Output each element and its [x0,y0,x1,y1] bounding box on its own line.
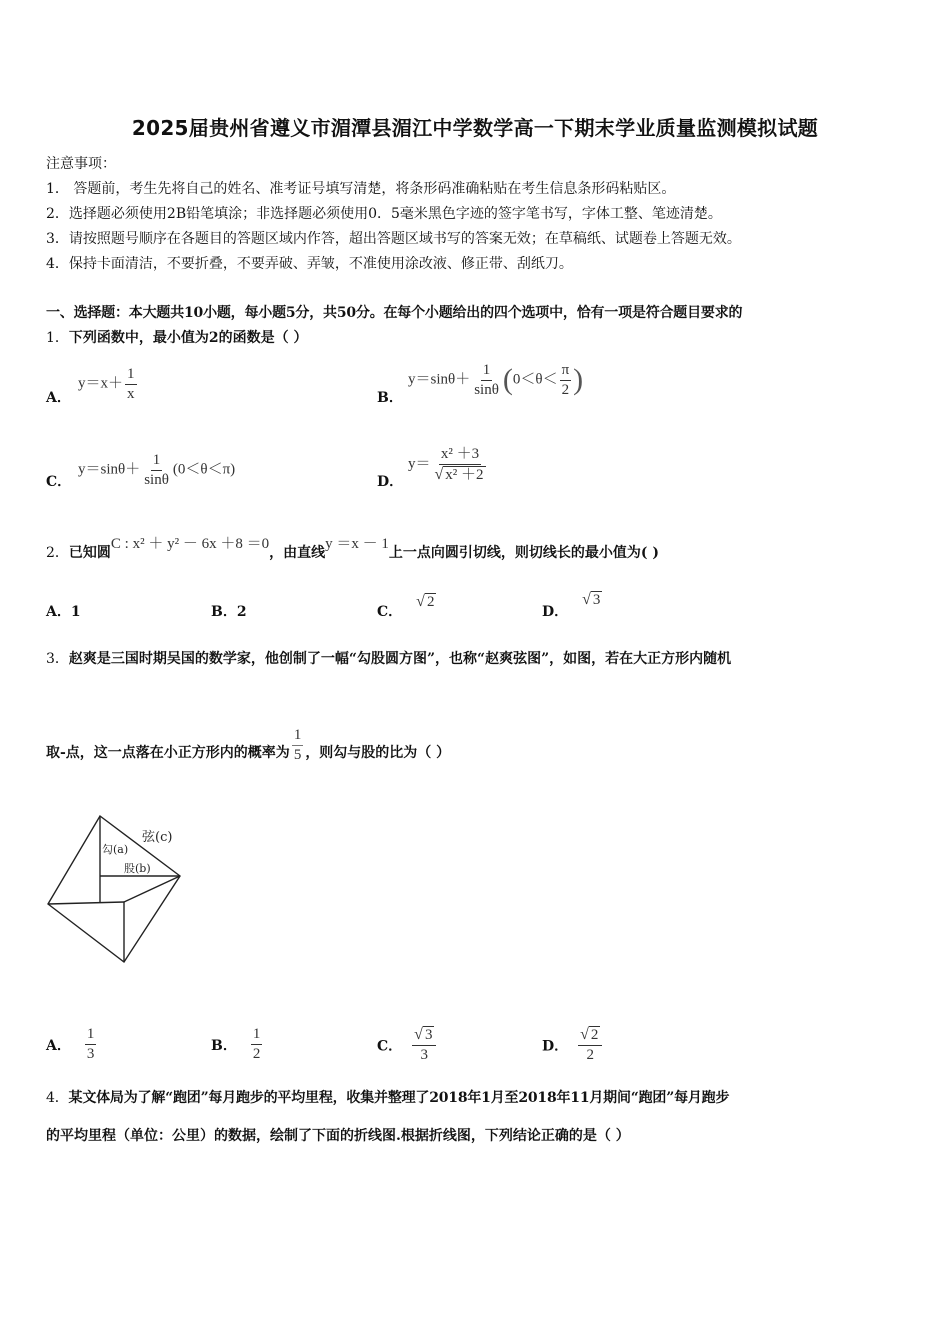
notice-item: 2．选择题必须使用2B铅笔填涂；非选择题必须使用0．5毫米黑色字迹的签字笔书写，字体工整、笔迹清楚。 [46,206,722,222]
radicand: 3 [592,592,601,608]
radicand: 3 [424,1027,433,1043]
radicand: 2 [590,1027,599,1043]
radical-icon: √ [580,1026,589,1043]
fraction [472,362,501,398]
fraction-denominator: 3 [420,1046,429,1063]
fraction-numerator: 1 [481,362,493,381]
question-number: 1． [46,330,69,346]
option-label: C． [46,474,72,490]
question-text: 某文体局为了解“跑团”每月跑步的平均里程，收集并整理了2018年1月至2018年11月期间“跑团”每月跑步 [68,1090,730,1106]
option-label: A． [46,604,71,620]
section-heading: 一、选择题：本大题共10小题，每小题5分，共50分。在每个小题给出的四个选项中，恰有一项是符合题目要求的 [46,305,743,321]
question-number: 2． [46,545,69,561]
option-label: D． [542,604,569,620]
sqrt [416,593,436,611]
fraction-denominator: sinθ [144,471,169,488]
radical-icon: √ [582,591,591,608]
condition: 0＜θ＜ [512,371,558,388]
fraction-numerator: π [560,362,572,381]
fraction-denominator: 2 [252,1045,261,1062]
question-4-stem-cont: 的平均里程（单位：公里）的数据，绘制了下面的折线图.根据折线图，下列结论正确的是（ ） [46,1128,630,1144]
fraction-denominator: 2 [586,1046,595,1063]
formula-lhs: y＝ [408,455,431,472]
q3-option-c [377,1028,438,1065]
leg-b-label: 股(b) [124,862,151,875]
fraction [251,1026,263,1062]
fraction-numerator: 1 [85,1026,97,1045]
sqrt [580,1026,600,1044]
q2-option-a [46,601,81,621]
fraction-denominator: 5 [293,746,302,763]
option-value: 2 [236,604,247,620]
question-1-stem [46,327,308,347]
q3-option-a [46,1028,98,1064]
question-3-stem-cont [46,727,451,771]
leg-a-label: 勾(a) [102,843,129,856]
option-label: B． [211,1038,237,1054]
q1-option-a-formula [78,366,139,402]
notice-item: 4．保持卡面清洁，不要折叠，不要弄破、弄皱，不准使用涂改液、修正带、刮纸刀。 [46,256,573,272]
q3-option-d [542,1028,604,1065]
option-label: A． [46,390,71,406]
fraction-numerator [412,1026,436,1046]
fraction-denominator: 2 [561,381,570,398]
fraction-numerator: 1 [125,366,137,385]
fraction [125,366,137,402]
fraction-numerator: 1 [292,727,304,746]
question-text: 已知圆 [68,545,111,561]
q1-option-c-formula [78,452,235,488]
zhao-shuang-figure [44,810,194,970]
option-value: 1 [70,604,81,620]
option-label: C． [377,1038,403,1055]
notice-item: 3．请按照题号顺序在各题目的答题区域内作答，超出答题区域书写的答案无效；在草稿纸、试题卷上答题无效。 [46,231,741,247]
question-text: ，由直线 [269,545,326,561]
option-label: D． [542,1038,569,1055]
radicand: x² ＋2 [445,466,484,483]
q1-option-d-formula [408,446,490,483]
q2-option-d [542,591,602,621]
radical-icon: √ [414,1026,423,1043]
question-text: 下列函数中，最小值为2的函数是（ ） [68,330,308,346]
fraction [412,1026,436,1063]
option-label: C． [377,604,403,620]
option-label: A． [46,1038,71,1054]
fraction-denominator: 3 [86,1045,95,1062]
fraction-denominator [433,465,488,484]
inner-edge [48,902,124,904]
fraction [433,446,488,483]
radical-icon: √ [416,593,425,610]
q3-option-b [211,1028,264,1064]
fraction [142,452,171,488]
option-label: B． [377,390,403,406]
fraction [578,1026,602,1063]
question-2-stem [46,536,659,562]
sqrt [414,1026,434,1044]
option-label: B． [211,604,237,620]
sqrt [582,591,602,609]
notice-item: 1． 答题前，考生先将自己的姓名、准考证号填写清楚，将条形码准确粘贴在考生信息条形码粘贴区。 [46,181,676,197]
line-equation: y ＝x － 1 [325,536,389,552]
fraction-denominator: x [127,385,135,402]
radical-icon: √ [434,465,444,483]
question-text: ，则勾与股的比为（ ） [305,745,451,761]
question-number: 4． [46,1090,69,1106]
formula-lhs: y＝x＋ [78,375,124,392]
fraction-denominator: sinθ [474,381,499,398]
formula-lhs: y＝sinθ＋ [78,461,141,478]
q1-option-b-formula [408,362,583,398]
question-text: 赵爽是三国时期吴国的数学家，他创制了一幅“勾股圆方图”，也称“赵爽弦图”，如图，若在大正方形内随机 [68,651,732,667]
question-3-stem [46,648,731,668]
q2-option-c [377,593,436,621]
hypotenuse-label: 弦(c) [142,830,173,845]
fraction [560,362,572,398]
left-paren-icon: ( [502,363,513,396]
question-4-stem [46,1087,729,1107]
condition: (0＜θ＜π) [172,461,236,478]
question-text: 上一点向圆引切线，则切线长的最小值为( ) [388,545,659,561]
fraction-numerator [578,1026,602,1046]
fraction-numerator: x² ＋3 [439,446,481,465]
radicand: 2 [426,594,435,610]
circle-equation: C : x² ＋ y² － 6x ＋8 ＝0 [110,536,270,552]
exam-title: 2025届贵州省遵义市湄潭县湄江中学数学高一下期末学业质量监测模拟试题 [131,116,819,140]
notice-heading: 注意事项： [46,156,116,172]
fraction [292,727,304,763]
option-label: D． [377,474,404,490]
formula-lhs: y＝sinθ＋ [408,371,471,388]
sqrt [435,466,486,484]
fraction [85,1026,97,1062]
fraction-numerator: 1 [151,452,163,471]
q2-option-b [211,601,247,621]
question-text: 取-点，这一点落在小正方形内的概率为 [46,745,290,761]
question-number: 3． [46,651,69,667]
fraction-numerator: 1 [251,1026,263,1045]
right-paren-icon: ) [573,363,584,396]
